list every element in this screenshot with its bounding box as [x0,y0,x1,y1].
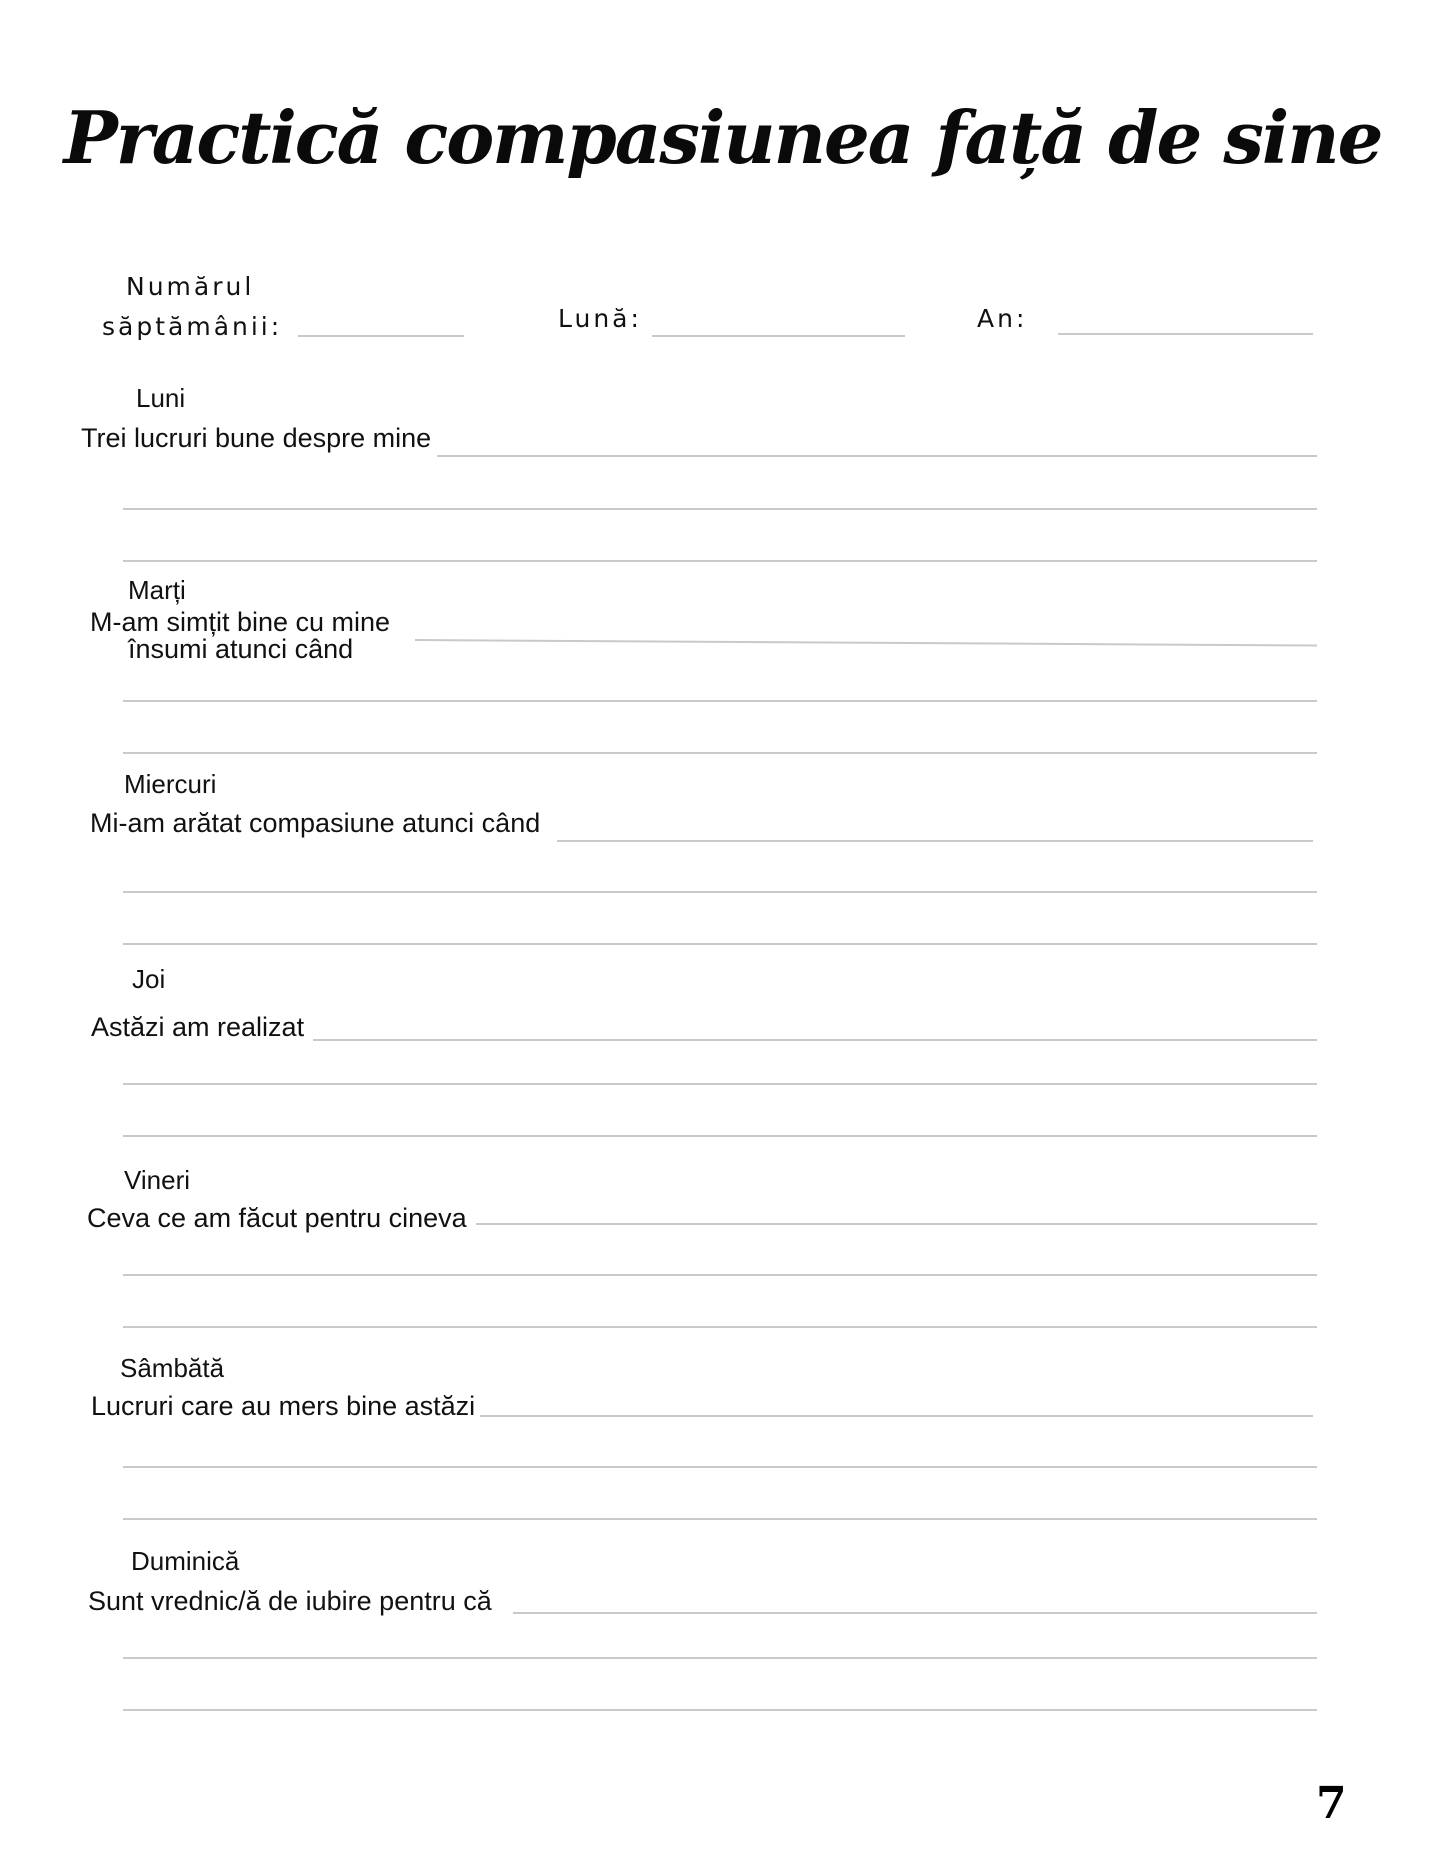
day-label-thursday: Joi [132,964,166,994]
week-number-label-line1: Numărul [126,272,255,301]
year-label: An: [977,304,1028,333]
page-number: 7 [1316,1778,1347,1829]
answer-line-wednesday-1[interactable] [557,840,1313,842]
day-label-wednesday: Miercuri [124,769,217,799]
answer-line-saturday-3[interactable] [123,1518,1317,1520]
answer-line-tuesday-1[interactable] [415,639,1317,647]
answer-line-saturday-2[interactable] [123,1466,1317,1468]
answer-line-friday-3[interactable] [123,1326,1317,1328]
answer-line-sunday-2[interactable] [123,1657,1317,1659]
answer-line-tuesday-2[interactable] [123,700,1317,702]
answer-line-sunday-3[interactable] [123,1709,1317,1711]
day-label-saturday: Sâmbătă [120,1353,225,1383]
page-title: Practică compasiunea față de sine [63,95,1382,180]
day-label-friday: Vineri [124,1165,191,1195]
day-label-tuesday: Marți [128,575,186,605]
answer-line-friday-2[interactable] [123,1274,1317,1276]
answer-line-friday-1[interactable] [476,1223,1317,1225]
prompt-friday: Ceva ce am făcut pentru cineva [87,1203,467,1233]
answer-line-monday-1[interactable] [437,455,1317,457]
answer-line-wednesday-2[interactable] [123,891,1317,893]
week-number-label-line2: săptămânii: [102,312,283,341]
prompt-monday: Trei lucruri bune despre mine [81,423,432,453]
month-label: Lună: [558,304,642,333]
answer-line-monday-3[interactable] [123,560,1317,562]
prompt-wednesday: Mi-am arătat compasiune atunci când [90,808,541,838]
prompt-tuesday-line2: însumi atunci când [128,634,354,664]
prompt-thursday: Astăzi am realizat [91,1012,305,1042]
prompt-tuesday-line1: M-am simțit bine cu mine [90,607,391,637]
year-field[interactable] [1058,333,1313,335]
answer-line-wednesday-3[interactable] [123,943,1317,945]
prompt-saturday: Lucruri care au mers bine astăzi [91,1391,476,1421]
day-label-sunday: Duminică [131,1546,240,1576]
month-field[interactable] [652,335,905,337]
answer-line-monday-2[interactable] [123,508,1317,510]
week-number-field[interactable] [298,335,464,337]
answer-line-tuesday-3[interactable] [123,752,1317,754]
day-label-monday: Luni [136,383,186,413]
prompt-sunday: Sunt vrednic/ă de iubire pentru că [88,1586,492,1616]
answer-line-thursday-3[interactable] [123,1135,1317,1137]
answer-line-thursday-1[interactable] [313,1039,1317,1041]
answer-line-sunday-1[interactable] [513,1612,1317,1614]
answer-line-thursday-2[interactable] [123,1083,1317,1085]
answer-line-saturday-1[interactable] [480,1415,1313,1417]
